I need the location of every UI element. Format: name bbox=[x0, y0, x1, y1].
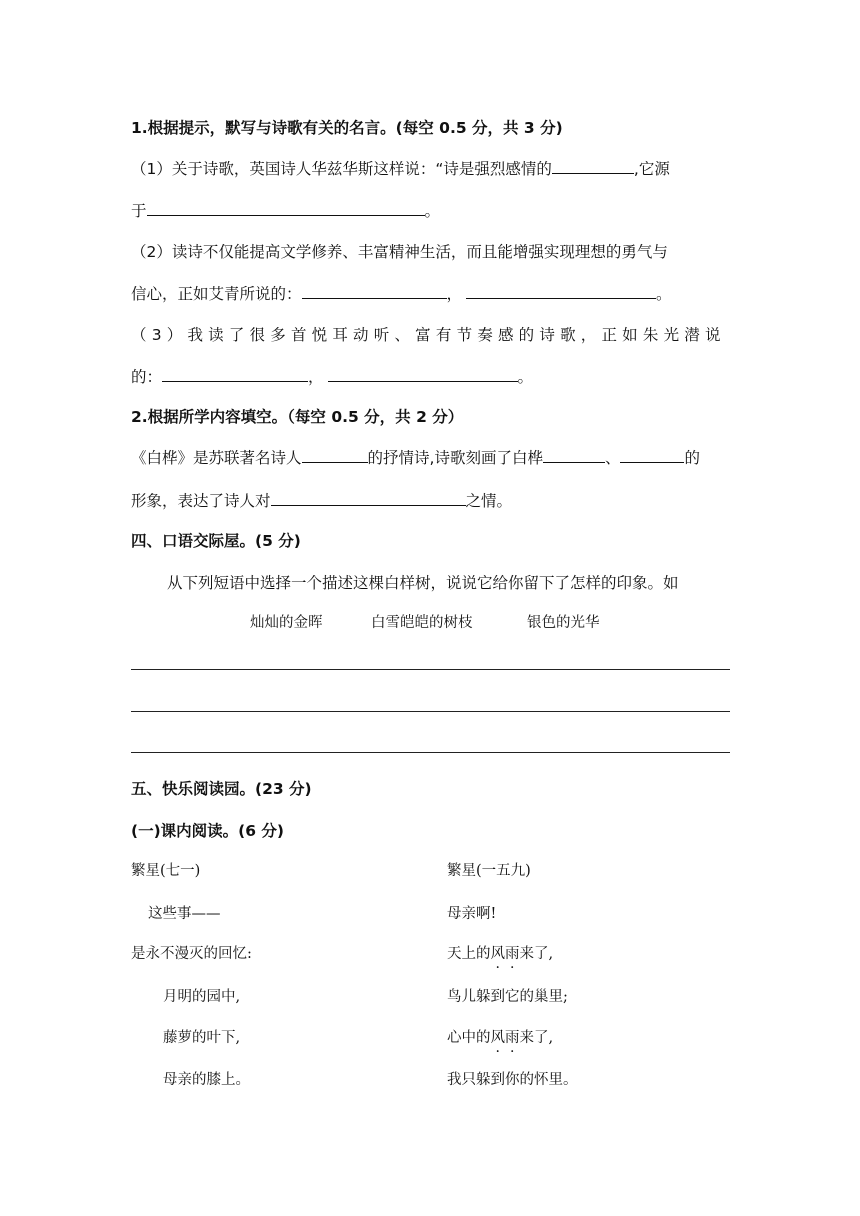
q2-line2 bbox=[131, 489, 512, 511]
q1-item2-text-b: 信心，正如艾青所说的： bbox=[131, 285, 302, 303]
q1-item3-line2 bbox=[131, 365, 533, 387]
q1-item3-text-d: 。 bbox=[517, 368, 534, 386]
q2-blank-1[interactable] bbox=[302, 448, 368, 463]
poem2-title: 繁星(一五九) bbox=[447, 863, 531, 879]
poem2-line-3: 鸟儿躲到它的巢里; bbox=[447, 989, 568, 1005]
emphasis-rain-2: 雨 bbox=[505, 1030, 520, 1046]
poem1-line-5: 母亲的膝上。 bbox=[163, 1072, 250, 1088]
poem1-line-1: 这些事—— bbox=[148, 906, 221, 922]
q1-item1-text-a: （1）关于诗歌，英国诗人华兹华斯这样说：“诗是强烈感情的 bbox=[131, 160, 552, 178]
q2-text-b: 的抒情诗,诗歌刻画了白桦 bbox=[367, 449, 543, 467]
poem2-line2-d: 来了, bbox=[519, 946, 554, 962]
q1-item2-line2 bbox=[131, 282, 672, 304]
s4-phrase-1: 灿灿的金晖 bbox=[250, 615, 323, 631]
q2-text-e: 形象，表达了诗人对 bbox=[131, 492, 271, 510]
emphasis-wind-2: 风 bbox=[490, 1030, 505, 1046]
q2-text-a: 《白桦》是苏联著名诗人 bbox=[131, 449, 302, 467]
s5-sub-heading: (一)课内阅读。(6 分) bbox=[131, 822, 285, 840]
answer-line-3[interactable] bbox=[131, 752, 730, 753]
answer-line-1[interactable] bbox=[131, 669, 730, 670]
s4-phrase-2: 白雪皑皑的树枝 bbox=[371, 615, 473, 631]
answer-line-2[interactable] bbox=[131, 711, 730, 712]
q2-text-f: 之情。 bbox=[465, 492, 513, 510]
poem2-line-1: 母亲啊! bbox=[447, 906, 497, 922]
q1-item3-text-c: ， bbox=[308, 368, 324, 386]
poem2-line4-a: 心中的 bbox=[447, 1030, 491, 1046]
s4-phrase-3: 银色的光华 bbox=[527, 615, 600, 631]
q2-heading: 2.根据所学内容填空。（每空 0.5 分，共 2 分） bbox=[131, 408, 464, 426]
q1-item1-text-c: 于 bbox=[131, 202, 147, 220]
q1-blank-6[interactable] bbox=[328, 367, 518, 382]
emphasis-wind: 风 bbox=[490, 946, 505, 962]
q1-item1-line2 bbox=[131, 199, 440, 221]
q1-item3-line1: （3）我读了很多首悦耳动听、富有节奏感的诗歌，正如朱光潜说 bbox=[131, 326, 726, 344]
q1-item3-text-b: 的： bbox=[131, 368, 163, 386]
q1-blank-5[interactable] bbox=[162, 367, 308, 382]
poem1-line-3: 月明的园中, bbox=[163, 989, 241, 1005]
poem2-line-5: 我只躲到你的怀里。 bbox=[447, 1072, 578, 1088]
s5-heading: 五、快乐阅读园。(23 分) bbox=[131, 780, 312, 798]
q1-heading: 1.根据提示，默写与诗歌有关的名言。(每空 0.5 分，共 3 分) bbox=[131, 119, 563, 137]
poem1-line-2: 是永不漫灭的回忆: bbox=[131, 946, 252, 962]
q2-blank-4[interactable] bbox=[271, 491, 466, 506]
poem1-line-4: 藤萝的叶下, bbox=[163, 1030, 241, 1046]
poem2-line-2 bbox=[447, 942, 553, 963]
q1-blank-1[interactable] bbox=[552, 159, 634, 174]
q1-blank-3[interactable] bbox=[302, 284, 447, 299]
q2-line1 bbox=[131, 446, 700, 468]
q2-blank-2[interactable] bbox=[543, 448, 605, 463]
q1-blank-2[interactable] bbox=[147, 201, 425, 216]
q1-item1-text-b: ,它源 bbox=[633, 160, 670, 178]
q1-item2-text-d: 。 bbox=[656, 285, 672, 303]
q1-item2-line1: （2）读诗不仅能提高文学修养、丰富精神生活，而且能增强实现理想的勇气与 bbox=[131, 243, 668, 261]
q1-item1-line1 bbox=[131, 157, 670, 179]
poem2-line-4 bbox=[447, 1026, 553, 1047]
poem2-line4-d: 来了, bbox=[519, 1030, 554, 1046]
emphasis-rain: 雨 bbox=[505, 946, 520, 962]
q1-item1-text-d: 。 bbox=[424, 202, 441, 220]
s4-heading: 四、口语交际屋。(5 分) bbox=[131, 532, 301, 550]
poem1-title: 繁星(七一) bbox=[131, 863, 201, 879]
q1-blank-4[interactable] bbox=[466, 284, 656, 299]
s4-instruction: 从下列短语中选择一个描述这棵白样树，说说它给你留下了怎样的印象。如 bbox=[167, 574, 679, 592]
poem2-line2-a: 天上的 bbox=[447, 946, 491, 962]
q2-text-d: 的 bbox=[684, 449, 700, 467]
q2-text-c: 、 bbox=[604, 449, 621, 467]
q2-blank-3[interactable] bbox=[620, 448, 684, 463]
q1-item2-text-c: ， bbox=[446, 285, 463, 303]
